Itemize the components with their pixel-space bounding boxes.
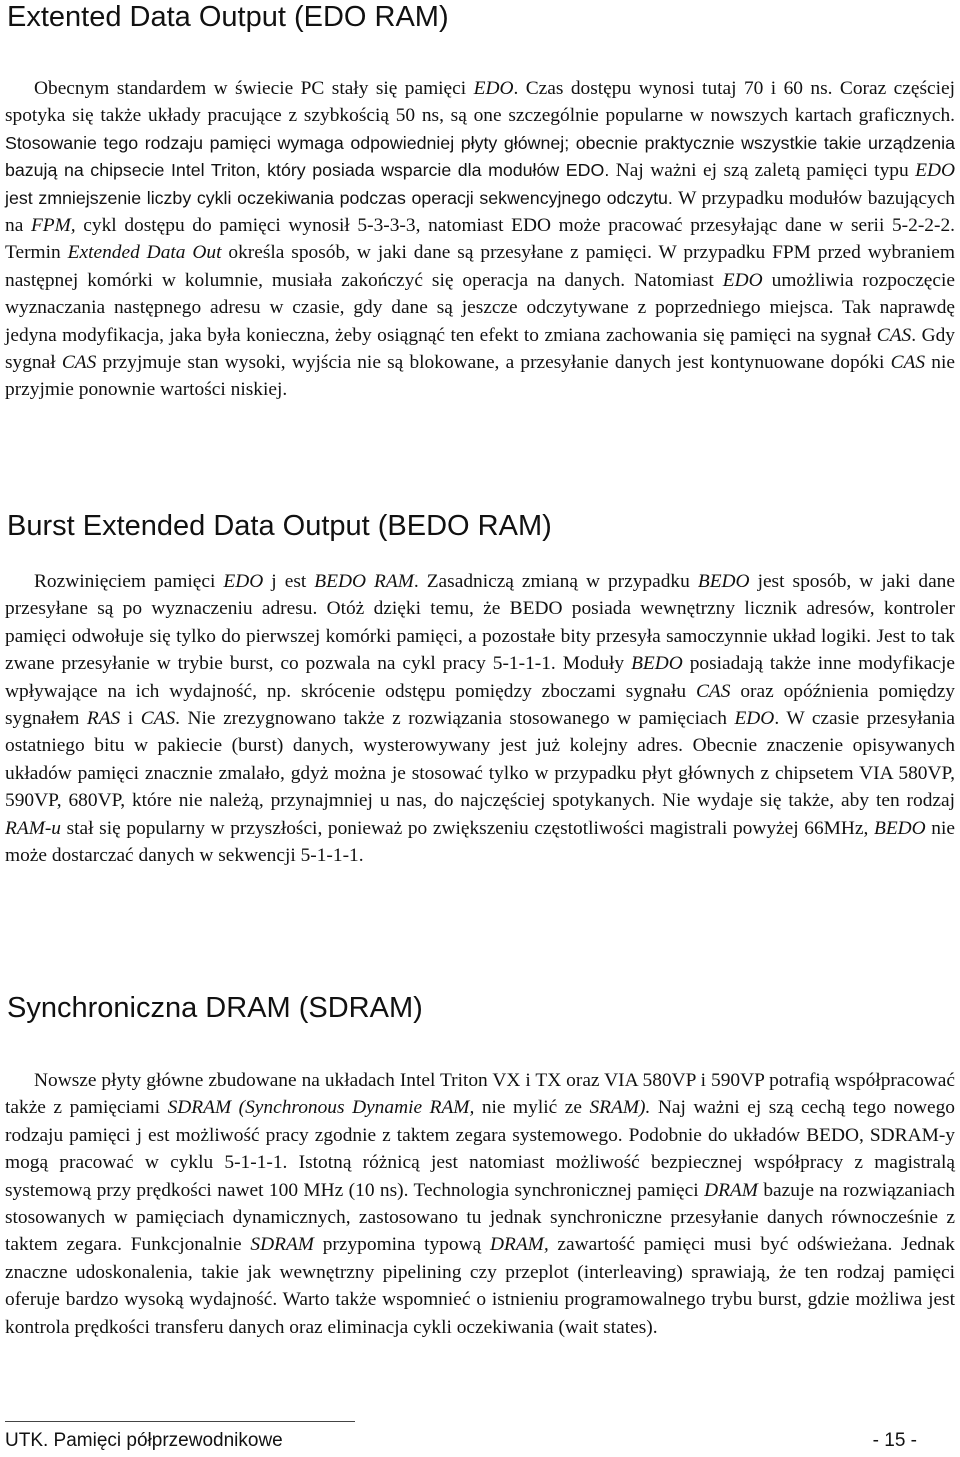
section-heading-bedo: Burst Extended Data Output (BEDO RAM) — [7, 510, 552, 542]
text-run: Nowsze płyty główne zbudowane na układach Intel Triton VX i TX oraz VIA 580VP i 590VP potrafią współpracować także z pamięciami — [5, 1070, 955, 1119]
text-run: Extended Data Out — [67, 242, 222, 264]
text-run: EDO — [223, 571, 264, 592]
text-run: Rozwinięciem pamięci — [34, 571, 224, 592]
section-paragraph-bedo — [5, 568, 955, 869]
text-run: SDRAM (Synchronous Dynamie RAM, — [167, 1097, 475, 1119]
page-footer — [5, 1427, 917, 1455]
text-run: j est — [263, 571, 315, 592]
text-run: CAS — [140, 708, 176, 730]
footer-divider — [5, 1421, 355, 1422]
text-run: Naj ważni ej szą zaletą pamięci typu — [609, 160, 916, 182]
text-run: oraz opóźnienia pomiędzy sygnałem — [5, 680, 955, 730]
text-run: nie mylić ze — [474, 1097, 590, 1119]
section-paragraph-edo — [5, 75, 955, 404]
text-run: . Gdy sygnał — [5, 324, 956, 374]
text-run: przyjmuje stan wysoki, wyjścia nie są blokowane, a przesyłanie danych jest kontynuowane dopóki — [96, 352, 891, 374]
text-run: W przypadku modułów bazujących na — [5, 187, 955, 237]
text-run: . Czas dostępu wynosi tutaj 70 i 60 ns. Coraz częściej spotyka się także układy pracujące z szybkością 50 ns, są one szczególnie popularne w nowszych kartach graficznych. — [5, 78, 955, 127]
text-run: SDRAM — [250, 1234, 314, 1256]
text-run: i — [120, 708, 141, 730]
footer-document-title: UTK. Pamięci półprzewodnikowe — [5, 1430, 283, 1451]
text-run: zawartość pamięci musi być odświeżana. Jednak znaczne udoskonalenia, takie jak wewnętrzny pipelining czy przeplot (interleaving) sprawiają, że ten rodzaj pamięci oferuje bardzo wysoką wydajność. Warto także wspomnieć o istnieniu programowalnego trybu burst, gdzie możliwa jest kontrola prędkości transferu danych oraz eliminacja cykli oczekiwania (wait states). — [5, 1234, 955, 1338]
text-run: stał się popularny w przyszłości, ponieważ po zwiększeniu częstotliwości magistrali powyżej 66MHz, — [61, 817, 874, 839]
section-heading-sdram: Synchroniczna DRAM (SDRAM) — [7, 992, 423, 1024]
text-run: DRAM — [704, 1179, 758, 1201]
text-run: BEDO — [697, 571, 750, 592]
page-number: - 15 - — [872, 1430, 917, 1451]
text-run: CAS — [890, 352, 926, 374]
text-run: . Nie zrezygnowano także z rozwiązania stosowanego w pamięciach — [175, 708, 735, 730]
text-run: Naj ważni ej szą cechą tego nowego rodzaju pamięci j est możliwość pracy zgodnie z taktem zegara systemowego. Podobnie do układów BEDO, SDRAM-y mogą pracować w cyklu 5-1-1-1. Istotną różnicą jest natomiast możliwość bezpiecznej współpracy z magistralą systemową przy prędkości nawet 100 MHz (10 ns). Technologia synchronicznej pamięci — [5, 1097, 955, 1201]
text-run: EDO — [473, 78, 514, 99]
text-run: FPM, — [30, 215, 76, 237]
text-run: umożliwia rozpoczęcie wyznaczania następnego adresu w czasie, gdy dane są jeszcze odczytywane z poprzedniego miejsca. Tak naprawdę jedyna modyfikacja, jaka była konieczna, żeby osiągnąć ten efekt to zmiana zachowania się pamięci na sygnał — [5, 269, 956, 346]
text-run: BEDO — [873, 817, 926, 839]
text-run: EDO — [734, 708, 775, 730]
text-run: cykl dostępu do pamięci wynosił 5-3-3-3, natomiast EDO może pracować przesyłając dane w serii 5-2-2-2. Termin — [5, 215, 955, 264]
text-run: bazuje na rozwiązaniach stosowanych w pamięciach dynamicznych, zastosowano tu jednak synchroniczne przesyłanie danych równocześnie z taktem zegara. Funkcjonalnie — [5, 1179, 955, 1256]
text-run: RAM-u — [5, 817, 61, 839]
text-run: BEDO RAM — [314, 571, 414, 592]
text-run: SRAM). — [589, 1097, 651, 1119]
text-run: Stosowanie tego rodzaju pamięci wymaga odpowiedniej płyty głównej; obecnie praktycznie wszystkie takie urządzenia bazują na chipsecie Intel Triton, który posiada wsparcie dla modułów EDO. — [5, 132, 955, 181]
text-run: BEDO — [631, 653, 683, 675]
text-run: przypomina typową — [313, 1234, 490, 1256]
text-run: CAS — [696, 680, 731, 702]
text-run: . Zasadniczą zmianą w przypadku — [413, 571, 698, 592]
text-run: CAS — [61, 352, 97, 374]
section-heading-edo: Extented Data Output (EDO RAM) — [7, 1, 449, 33]
text-run: nie może dostarczać danych w sekwencji 5-1-1-1. — [5, 817, 955, 867]
text-run: określa sposób, w jaki dane są przesyłane z pamięci. W przypadku FPM przed wybraniem następnej komórki w kolumnie, musiała zakończyć się operacja na danych. Natomiast — [5, 242, 955, 291]
text-run: EDO — [722, 269, 763, 291]
text-run: jest sposób, w jaki dane przesyłane są po wyznaczeniu adresu. Otóż dzięki temu, że BEDO posiada wewnętrzny licznik adresów, kontroler pamięci odwołuje się tylko do pierwszej komórki pamięci, a pozostałe bity przesyła samoczynnie układ logiki. Jest to tak zwane przesyłanie w trybie burst, co pozwala na cykl pracy 5-1-1-1. Moduły — [5, 571, 955, 675]
text-run: jest zmniejszenie liczby cykli oczekiwania podczas operacji sekwencyjnego odczytu. — [5, 187, 673, 208]
section-paragraph-sdram — [5, 1067, 955, 1341]
text-run: . W czasie przesyłania ostatniego bitu w pakiecie (burst) danych, wysterowywany jest już kolejny adres. Obecnie znaczenie opisywanych układów pamięci znacznie zmalało, gdyż można je stosować tylko w przypadku płyt głównych z chipsetem VIA 580VP, 590VP, 680VP, które nie należą, przynajmniej u nas, do najczęściej spotykanych. Nie wydaje się także, aby ten rodzaj — [5, 708, 955, 812]
text-run: posiadają także inne modyfikacje wpływające na ich wydajność, np. skrócenie odstępu pomiędzy zboczami sygnału — [5, 653, 955, 702]
text-run: CAS — [876, 324, 912, 346]
text-run: Obecnym standardem w świecie PC stały się pamięci — [34, 78, 474, 99]
text-run: EDO — [915, 160, 955, 182]
text-run: nie przyjmie ponownie wartości niskiej. — [5, 352, 955, 401]
text-run: DRAM, — [489, 1234, 549, 1256]
text-run: RAS — [86, 708, 121, 730]
